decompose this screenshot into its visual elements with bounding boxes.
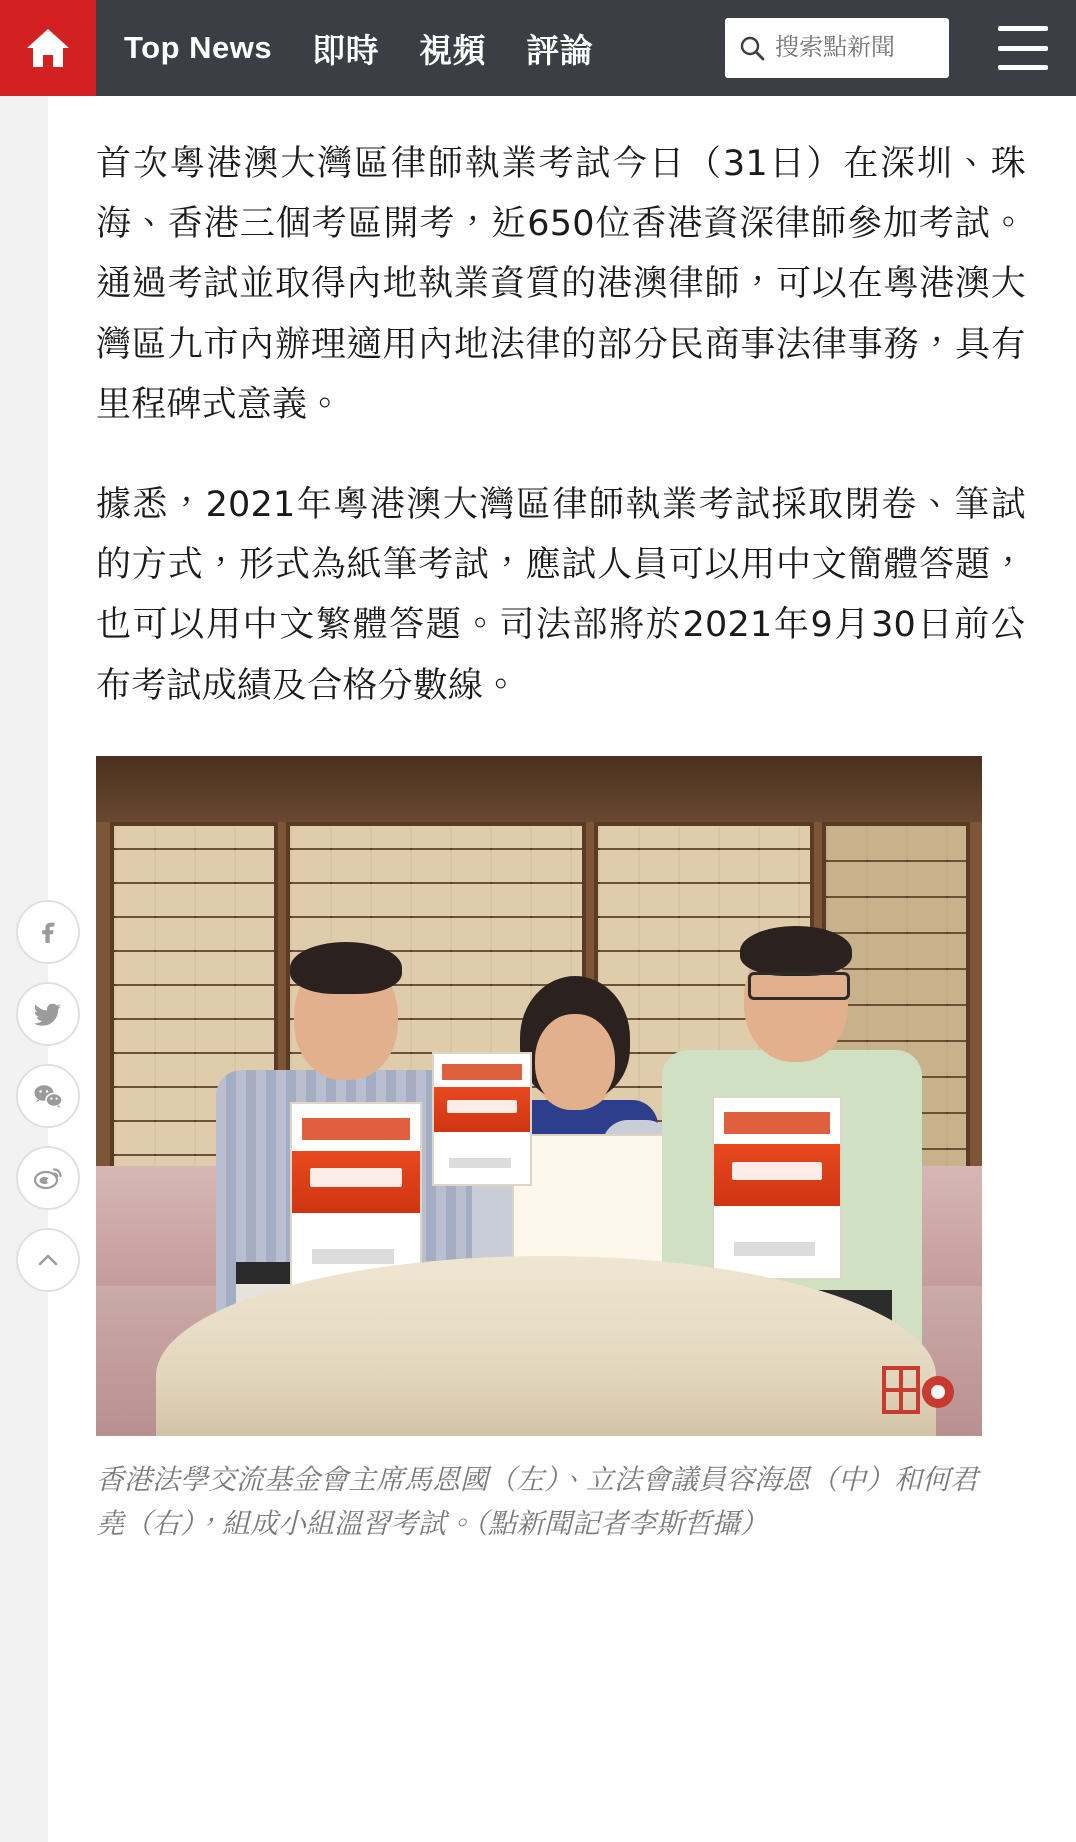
nav-item-instant[interactable]: 即時: [312, 31, 380, 69]
article-figure: [96, 756, 1026, 1548]
article-body: [48, 96, 1076, 1547]
photo-person-left-hair: [290, 942, 402, 994]
share-wechat-button[interactable]: [16, 1064, 80, 1128]
scroll-to-top-button[interactable]: [16, 1228, 80, 1292]
share-facebook-button[interactable]: [16, 900, 80, 964]
photo-person-middle-face: [535, 1014, 615, 1108]
nav-links: [124, 0, 1076, 96]
share-weibo-button[interactable]: [16, 1146, 80, 1210]
top-navigation-bar: [0, 0, 1076, 96]
search-box[interactable]: [725, 18, 949, 78]
article-paragraph-1: 首次粵港澳大灣區律師執業考試今日（31日）在深圳、珠海、香港三個考區開考，近650位香港資深律師參加考試。通過考試並取得內地執業資質的港澳律師，可以在粵港澳大灣區九市內辦理適用內地法律的部分民商事法律事務，具有里程碑式意義。: [96, 144, 1026, 425]
share-twitter-button[interactable]: [16, 982, 80, 1046]
chevron-up-icon: [34, 1246, 62, 1274]
photo-wall-top: [96, 756, 982, 822]
article-page: [0, 96, 1076, 1842]
social-share-rail: [16, 900, 80, 1292]
photo-person-right-glasses: [748, 972, 850, 1000]
search-input[interactable]: [775, 34, 935, 62]
photo-book-left: [290, 1102, 422, 1288]
photo-person-right-hair: [740, 926, 852, 976]
home-icon: [25, 26, 71, 70]
photo-book-center-left: [432, 1052, 532, 1186]
twitter-icon: [32, 999, 64, 1029]
menu-bar-1: [998, 26, 1048, 31]
wechat-icon: [32, 1082, 64, 1110]
article-paragraph-2: 據悉，2021年粵港澳大灣區律師執業考試採取閉卷、筆試的方式，形式為紙筆考試，應試人員可以用中文簡體答題，也可以用中文繁體答題。司法部將於2021年9月30日前公布考試成績及合格分數線。: [96, 484, 1026, 706]
home-button[interactable]: [0, 0, 96, 96]
photo-book-right: [712, 1096, 842, 1280]
nav-item-top-news[interactable]: Top News: [124, 30, 273, 65]
search-icon: [739, 35, 765, 61]
menu-bar-3: [998, 65, 1048, 70]
facebook-icon: [33, 917, 63, 947]
article-photo: [96, 756, 982, 1436]
menu-bar-2: [998, 46, 1048, 51]
photo-watermark: [882, 1362, 960, 1420]
weibo-icon: [32, 1164, 64, 1192]
photo-caption: 香港法學交流基金會主席馬恩國（左）、立法會議員容海恩（中）和何君堯（右），組成小組溫習考試。（點新聞記者李斯哲攝）: [96, 1462, 979, 1541]
hamburger-menu-icon[interactable]: [998, 26, 1048, 70]
nav-item-video[interactable]: 視頻: [419, 31, 487, 69]
nav-item-comment[interactable]: 評論: [526, 31, 594, 69]
